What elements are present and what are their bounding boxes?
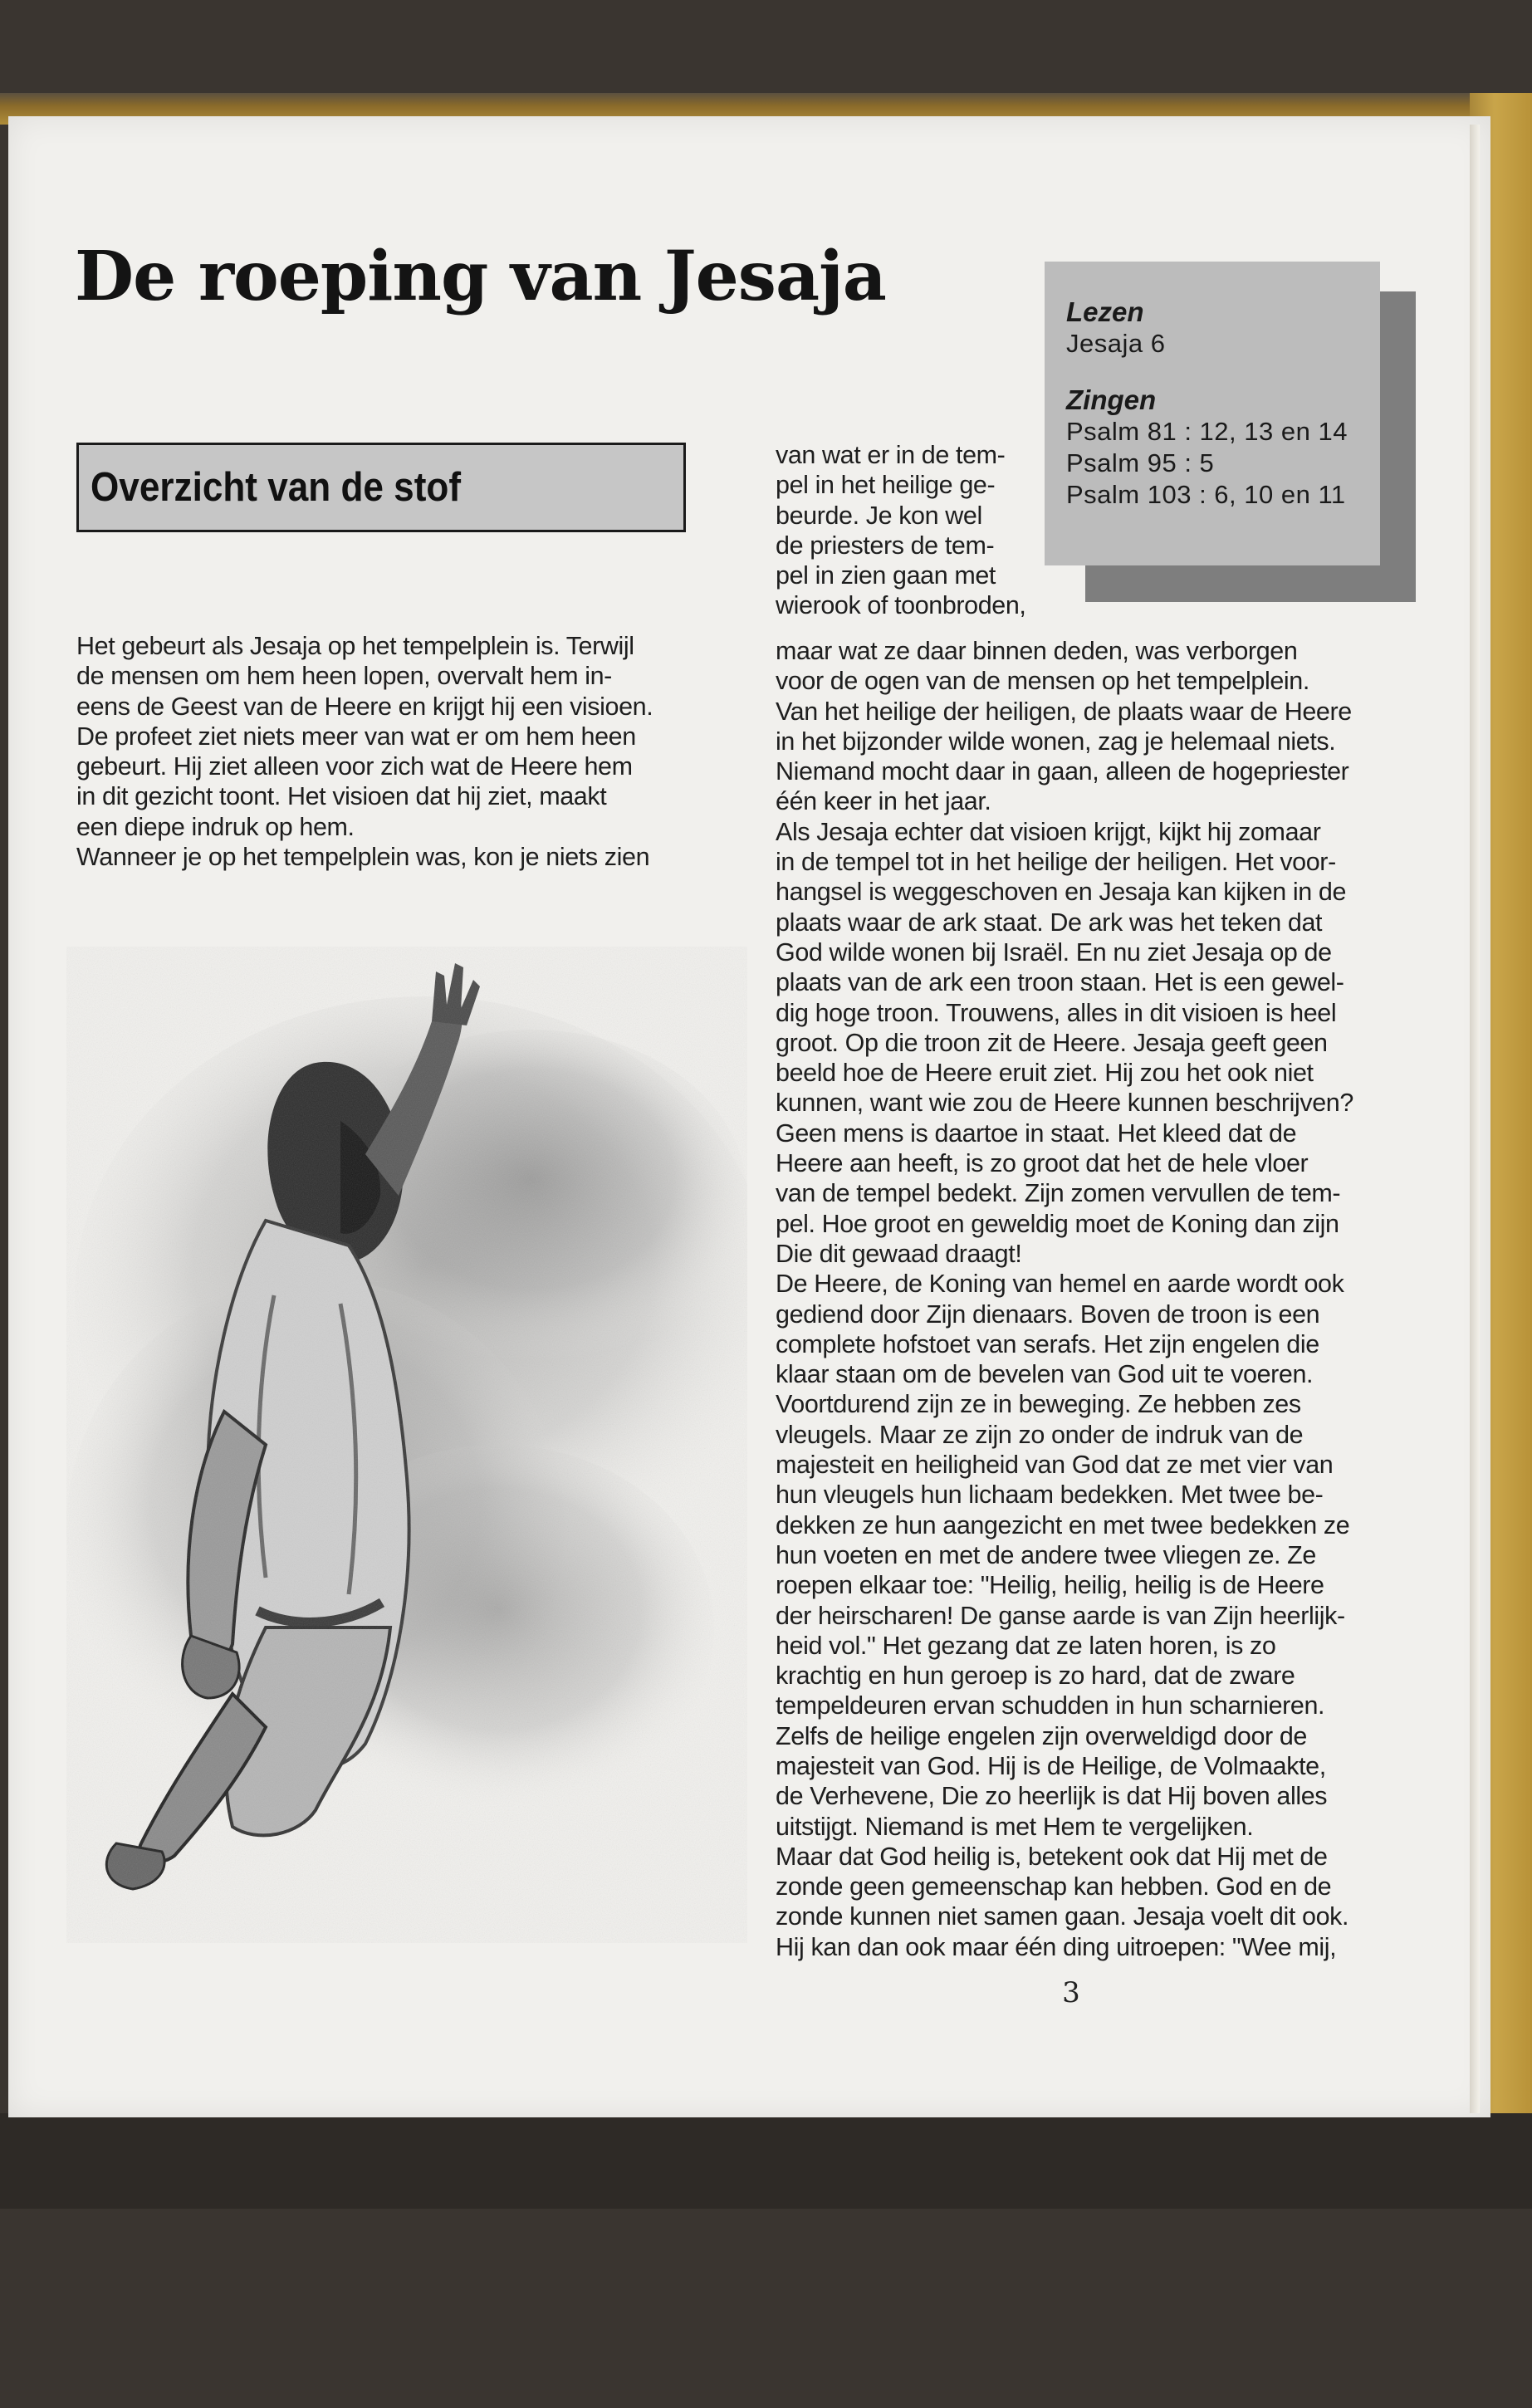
body-text-line: van wat er in de tem- [776,441,1006,469]
body-text-line: majesteit en heiligheid van God dat ze met vier van [776,1451,1334,1480]
body-text-line: eens de Geest van de Heere en krijgt hij een visioen. [76,692,653,721]
body-text-line: één keer in het jaar. [776,787,991,816]
body-text-line: dig hoge troon. Trouwens, alles in dit visioen is heel [776,998,1337,1027]
body-text-line: plaats waar de ark staat. De ark was het teken dat [776,908,1323,937]
page-title: De roeping van Jesaja [75,237,886,316]
body-text-line: pel in zien gaan met [776,561,996,590]
body-text-line: hangsel is weggeschoven en Jesaja kan kijken in de [776,878,1347,907]
body-text-line: van de tempel bedekt. Zijn zomen vervullen de tem- [776,1179,1341,1208]
reading-sidebar [1045,262,1380,565]
sing-heading: Zingen [1066,384,1157,415]
left-text-column [76,631,707,872]
body-text-line: de mensen om hem heen lopen, overvalt hem in- [76,662,612,691]
body-text-line: vleugels. Maar ze zijn zo onder de indruk van de [776,1420,1304,1449]
body-text-line: in de tempel tot in het heilige der heiligen. Het voor- [776,848,1336,877]
body-text-line: Van het heilige der heiligen, de plaats waar de Heere [776,697,1352,726]
body-text-line: De Heere, de Koning van hemel en aarde wordt ook [776,1270,1344,1299]
body-text-line: De profeet ziet niets meer van wat er om hem heen [76,722,636,751]
page-number: 3 [1062,1976,1080,2009]
body-text-line: in dit gezicht toont. Het visioen dat hij ziet, maakt [76,782,607,811]
body-text-line: der heirscharen! De ganse aarde is van Zijn heerlijk- [776,1601,1345,1630]
body-text-line: Wanneer je op het tempelplein was, kon je niets zien [76,843,650,872]
body-text-line: tempeldeuren ervan schudden in hun scharnieren. [776,1691,1325,1720]
body-text-line: uitstijgt. Niemand is met Hem te vergelijken. [776,1812,1254,1841]
body-text-line: voor de ogen van de mensen op het tempelplein. [776,667,1309,696]
right-text-column [776,636,1390,1962]
body-text-line: pel. Hoe groot en geweldig moet de Koning dan zijn [776,1209,1339,1238]
body-text-line: beurde. Je kon wel [776,501,982,530]
body-text-line: roepen elkaar toe: "Heilig, heilig, heilig is de Heere [776,1571,1324,1600]
body-text-line: gediend door Zijn dienaars. Boven de troon is een [776,1299,1320,1329]
body-text-line: majesteit van God. Hij is de Heilige, de Volmaakte, [776,1751,1326,1780]
page-edge [1470,125,1480,2113]
body-text-line: hun vleugels hun lichaam bedekken. Met twee be- [776,1481,1324,1510]
body-text-line: Die dit gewaad draagt! [776,1239,1022,1268]
narrow-text-column [776,440,1050,621]
body-text-line: de Verhevene, Die zo heerlijk is dat Hij boven alles [776,1782,1328,1811]
body-text-line: Maar dat God heilig is, betekent ook dat Hij met de [776,1842,1328,1871]
read-heading: Lezen [1066,296,1144,327]
body-text-line: gebeurt. Hij ziet alleen voor zich wat de Heere hem [76,752,633,781]
body-text-line: heid vol." Het gezang dat ze laten horen, is zo [776,1631,1276,1660]
body-text-line: Het gebeurt als Jesaja op het tempelplein is. Terwijl [76,632,634,660]
body-text-line: Als Jesaja echter dat visioen krijgt, kijkt hij zomaar [776,817,1321,846]
body-text-line: de priesters de tem- [776,531,995,560]
body-text-line: Zelfs de heilige engelen zijn overweldigd door de [776,1721,1307,1750]
body-text-line: Geen mens is daartoe in staat. Het kleed dat de [776,1118,1297,1148]
body-text-line: beeld hoe de Heere eruit ziet. Hij zou het ook niet [776,1059,1314,1088]
body-text-line: Heere aan heeft, is zo groot dat het de hele vloer [776,1149,1309,1178]
body-text-line: in het bijzonder wilde wonen, zag je helemaal niets. [776,727,1336,756]
praying-figure-illustration [66,947,747,2408]
song-item: Psalm 103 : 6, 10 en 11 [1066,480,1346,509]
body-text-line: een diepe indruk op hem. [76,812,355,841]
body-text-line: maar wat ze daar binnen deden, was verborgen [776,637,1298,665]
song-item: Psalm 81 : 12, 13 en 14 [1066,417,1348,446]
body-text-line: Hij kan dan ook maar één ding uitroepen: "Wee mij, [776,1932,1337,1961]
body-text-line: groot. Op die troon zit de Heere. Jesaja geeft geen [776,1028,1328,1057]
body-text-line: dekken ze hun aangezicht en met twee bedekken ze [776,1510,1350,1539]
body-text-line: God wilde wonen bij Israël. En nu ziet Jesaja op de [776,937,1332,967]
body-text-line: zonde kunnen niet samen gaan. Jesaja voelt dit ook. [776,1902,1349,1931]
body-text-line: complete hofstoet van serafs. Het zijn engelen die [776,1329,1319,1358]
body-text-line: pel in het heilige ge- [776,471,996,500]
body-text-line: wierook of toonbroden, [776,591,1026,620]
section-heading: Overzicht van de stof [91,465,462,510]
section-heading-box [76,443,686,532]
body-text-line: klaar staan om de bevelen van God uit te voeren. [776,1360,1314,1389]
body-text-line: kunnen, want wie zou de Heere kunnen beschrijven? [776,1089,1353,1118]
body-text-line: hun voeten en met de andere twee vliegen ze. Ze [776,1540,1316,1569]
body-text-line: Niemand mocht daar in gaan, alleen de hogepriester [776,757,1349,786]
song-item: Psalm 95 : 5 [1066,448,1215,477]
body-text-line: Voortdurend zijn ze in beweging. Ze hebben zes [776,1390,1301,1419]
body-text-line: plaats van de ark een troon staan. Het is een gewel- [776,968,1344,997]
read-reference: Jesaja 6 [1066,329,1166,358]
body-text-line: zonde geen gemeenschap kan hebben. God en de [776,1872,1332,1901]
body-text-line: krachtig en hun geroep is zo hard, dat de zware [776,1662,1295,1691]
